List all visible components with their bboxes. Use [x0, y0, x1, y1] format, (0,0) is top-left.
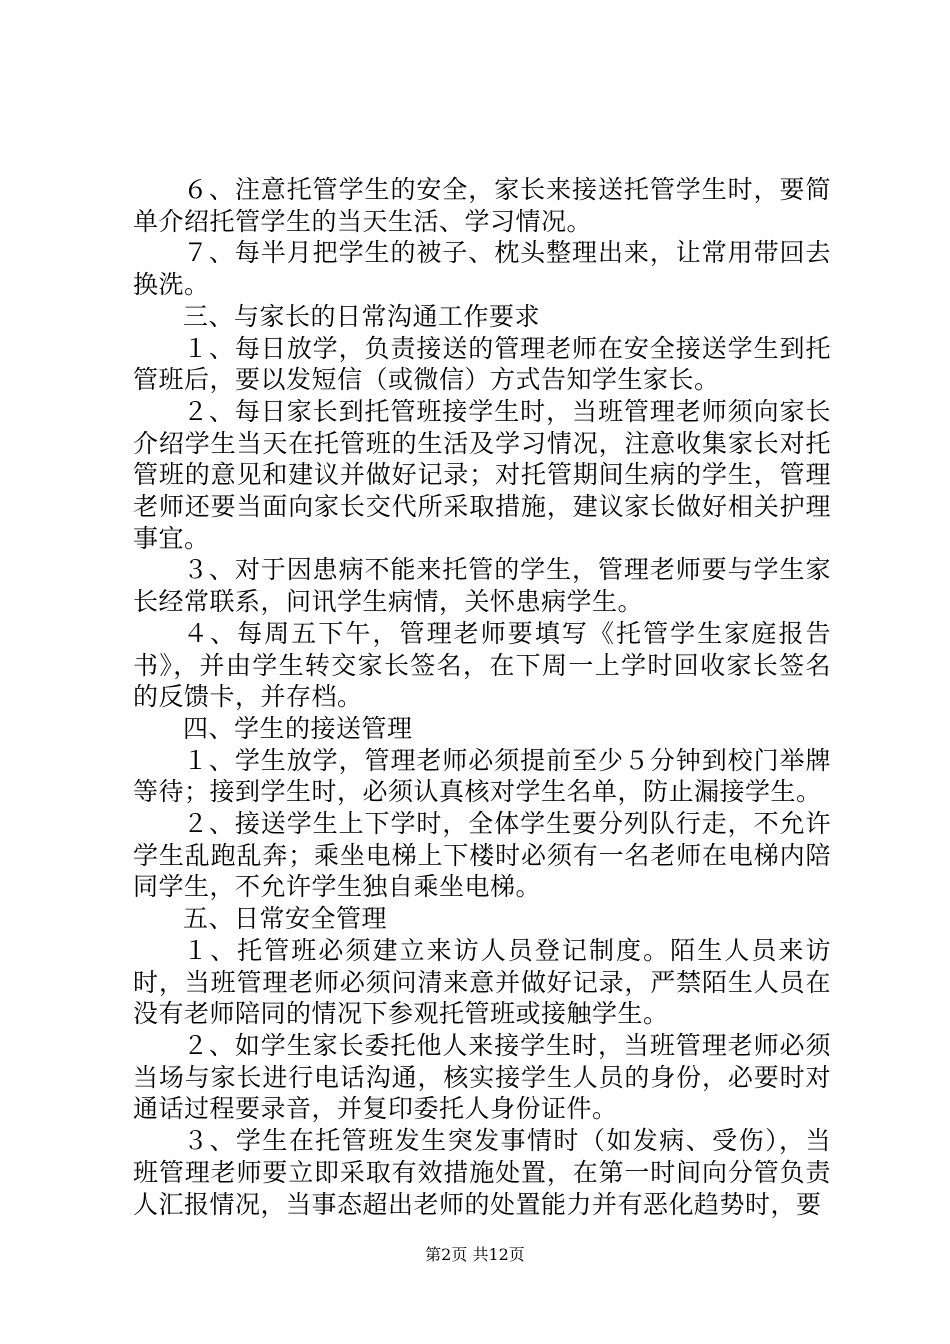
paragraph-item-6: ６、注意托管学生的安全，家长来接送托管学生时，要简单介绍托管学生的当天生活、学习情况。 — [133, 175, 831, 236]
paragraph-communication-2: ２、每日家长到托管班接学生时，当班管理老师须向家长介绍学生当天在托管班的生活及学习情况，注意收集家长对托管班的意见和建议并做好记录；对托管期间生病的学生，管理老师还要当面向家长交代所采取措施，建议家长做好相关护理事宜。 — [133, 396, 831, 553]
paragraph-communication-4: ４、每周五下午，管理老师要填写《托管学生家庭报告书》，并由学生转交家长签名，在下周一上学时回收家长签名的反馈卡，并存档。 — [133, 618, 831, 712]
paragraph-pickup-2: ２、接送学生上下学时，全体学生要分列队行走，不允许学生乱跑乱奔；乘坐电梯上下楼时必须有一名老师在电梯内陪同学生，不允许学生独自乘坐电梯。 — [133, 809, 831, 902]
paragraph-communication-1: １、每日放学，负责接送的管理老师在安全接送学生到托管班后，要以发短信（或微信）方式告知学生家长。 — [133, 333, 831, 395]
paragraph-safety-1: １、托管班必须建立来访人员登记制度。陌生人员来访时，当班管理老师必须问清来意并做好记录，严禁陌生人员在没有老师陪同的情况下参观托管班或接触学生。 — [133, 935, 831, 1029]
page-number-label: 第2页 共12页 — [425, 1245, 525, 1264]
paragraph-communication-3: ３、对于因患病不能来托管的学生，管理老师要与学生家长经常联系，问讯学生病情，关怀患病学生。 — [133, 555, 831, 617]
paragraph-safety-3: ３、学生在托管班发生突发事情时（如发病、受伤），当班管理老师要立即采取有效措施处置，在第一时间向分管负责人汇报情况，当事态超出老师的处置能力并有恶化趋势时，要 — [133, 1126, 831, 1219]
paragraph-pickup-1: １、学生放学，管理老师必须提前至少５分钟到校门举牌等待；接到学生时，必须认真核对学生名单，防止漏接学生。 — [133, 745, 831, 807]
paragraph-safety-2: ２、如学生家长委托他人来接学生时，当班管理老师必须当场与家长进行电话沟通，核实接学生人员的身份，必要时对通话过程要录音，并复印委托人身份证件。 — [133, 1030, 831, 1124]
section-heading-safety: 五、日常安全管理 — [183, 904, 388, 934]
section-heading-pickup: 四、学生的接送管理 — [183, 713, 413, 743]
document-body — [133, 174, 831, 1220]
section-heading-parent-communication: 三、与家长的日常沟通工作要求 — [183, 301, 541, 331]
paragraph-item-7: ７、每半月把学生的被子、枕头整理出来，让常用带回去换洗。 — [133, 238, 831, 300]
page-footer — [0, 1245, 950, 1265]
